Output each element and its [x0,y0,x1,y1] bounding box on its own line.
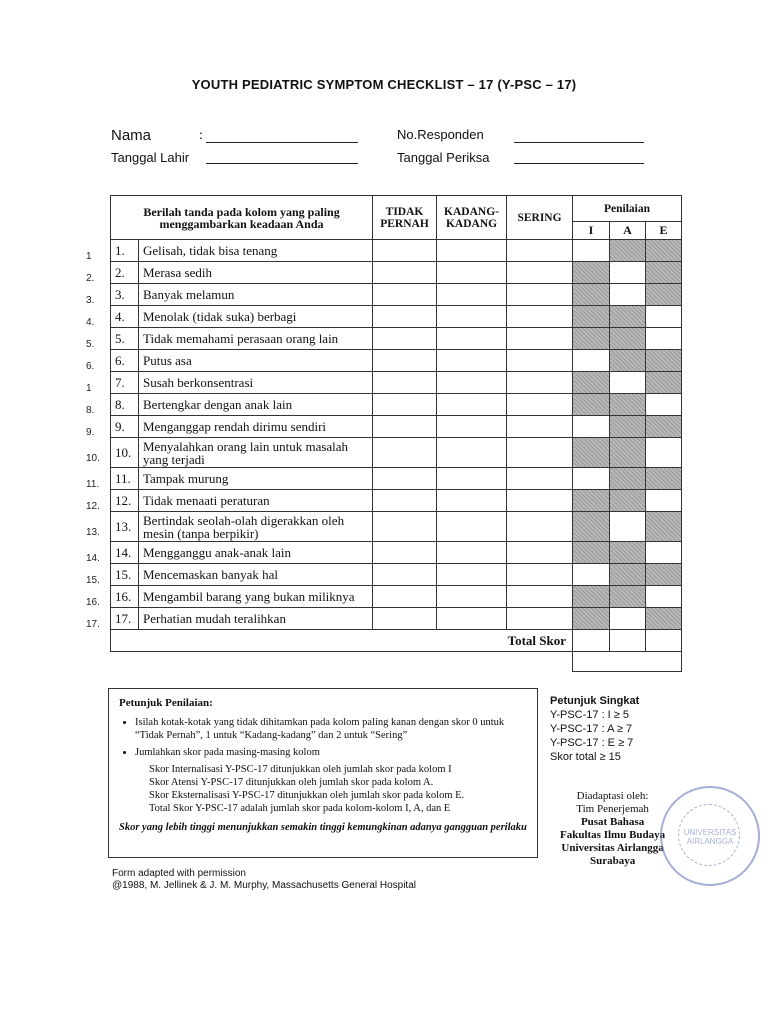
item-number: 4. [111,306,139,328]
col-e: E [646,222,682,240]
answer-sering-cell[interactable] [507,586,573,608]
answer-tidak-pernah-cell[interactable] [373,350,437,372]
singkat-line-1: Y-PSC-17 : I ≥ 5 [550,709,629,721]
table-row [111,328,682,350]
score-a-line: Skor Atensi Y-PSC-17 ditunjukkan oleh jumlah skor pada kolom A. [149,777,434,788]
singkat-line-4: Skor total ≥ 15 [550,751,621,763]
item-number: 15. [111,564,139,586]
left-margin-number: 9. [86,427,95,438]
col-kadang-kadang: KADANG-KADANG [437,196,507,240]
answer-kadang-kadang-cell[interactable] [437,350,507,372]
item-number: 8. [111,394,139,416]
credit-line-5: Universitas Airlangga [561,842,664,854]
score-i-cell[interactable] [573,240,610,262]
score-i-cell [573,328,610,350]
table-row [111,564,682,586]
score-total-line: Total Skor Y-PSC-17 adalah jumlah skor pada kolom-kolom I, A, dan E [149,803,451,814]
item-text: Gelisah, tidak bisa tenang [139,240,373,262]
item-text: Bertindak seolah-olah digerakkan oleh mesin (tanpa berpikir) [139,512,373,542]
item-number: 12. [111,490,139,512]
score-a-cell [610,240,646,262]
answer-sering-cell[interactable] [507,542,573,564]
answer-tidak-pernah-cell[interactable] [373,512,437,542]
table-row [111,438,682,468]
score-a-cell [610,468,646,490]
answer-kadang-kadang-cell[interactable] [437,608,507,630]
left-margin-number: 15. [86,575,100,586]
item-text: Tidak menaati peraturan [139,490,373,512]
answer-sering-cell[interactable] [507,240,573,262]
answer-sering-cell[interactable] [507,468,573,490]
answer-kadang-kadang-cell[interactable] [437,438,507,468]
table-row [111,284,682,306]
answer-kadang-kadang-cell[interactable] [437,328,507,350]
answer-sering-cell[interactable] [507,608,573,630]
answer-tidak-pernah-cell[interactable] [373,542,437,564]
item-number: 10. [111,438,139,468]
score-e-cell [646,468,682,490]
score-e-cell [646,564,682,586]
score-i-cell [573,490,610,512]
left-margin-number: 2. [86,273,95,284]
total-i-cell[interactable] [573,630,610,652]
item-number: 5. [111,328,139,350]
score-lines [149,763,527,815]
petunjuk-singkat [550,694,639,764]
left-margin-number: 16. [86,597,100,608]
petunjuk-list [119,716,527,815]
item-number: 1. [111,240,139,262]
petunjuk-bullet-2-text: Jumlahkan skor pada masing-masing kolom [135,747,320,758]
item-text: Tampak murung [139,468,373,490]
score-e-cell[interactable] [646,306,682,328]
left-margin-number: 14. [86,553,100,564]
petunjuk-penilaian-box [108,688,538,858]
answer-kadang-kadang-cell[interactable] [437,262,507,284]
score-a-cell [610,542,646,564]
document-title: YOUTH PEDIATRIC SYMPTOM CHECKLIST – 17 (Y-PSC – 17) [191,77,577,92]
score-i-cell [573,586,610,608]
answer-tidak-pernah-cell[interactable] [373,564,437,586]
score-i-cell [573,438,610,468]
petunjuk-bullet-2 [135,746,527,815]
answer-kadang-kadang-cell[interactable] [437,490,507,512]
score-a-cell [610,586,646,608]
item-number: 17. [111,608,139,630]
score-a-cell[interactable] [610,372,646,394]
score-a-cell[interactable] [610,262,646,284]
nama-label: Nama [111,127,152,144]
item-text: Perhatian mudah teralihkan [139,608,373,630]
table-row [111,372,682,394]
left-margin-number: 3. [86,295,95,306]
item-text: Banyak melamun [139,284,373,306]
table-row [111,468,682,490]
score-e-cell [646,284,682,306]
answer-kadang-kadang-cell[interactable] [437,542,507,564]
credit-line-1: Diadaptasi oleh: [576,790,649,802]
score-a-cell [610,490,646,512]
answer-sering-cell[interactable] [507,284,573,306]
university-stamp [660,786,760,886]
score-i-cell [573,512,610,542]
item-text: Bertengkar dengan anak lain [139,394,373,416]
left-margin-number: 13. [86,527,100,538]
score-e-cell [646,262,682,284]
answer-tidak-pernah-cell[interactable] [373,608,437,630]
item-text: Putus asa [139,350,373,372]
footer-line-2: @1988, M. Jellinek & J. M. Murphy, Massachusetts General Hospital [112,880,416,891]
answer-kadang-kadang-cell[interactable] [437,416,507,438]
table-row [111,608,682,630]
score-e-cell [646,608,682,630]
answer-kadang-kadang-cell[interactable] [437,284,507,306]
credit-line-3: Pusat Bahasa [580,816,645,828]
score-e-cell [646,512,682,542]
left-margin-number: 10. [86,453,100,464]
score-a-cell [610,438,646,468]
answer-sering-cell[interactable] [507,372,573,394]
score-e-cell[interactable] [646,328,682,350]
answer-tidak-pernah-cell[interactable] [373,490,437,512]
left-margin-number: 1 [86,251,92,262]
answer-kadang-kadang-cell[interactable] [437,512,507,542]
left-margin-number: 4. [86,317,95,328]
score-a-cell [610,350,646,372]
score-a-cell [610,328,646,350]
answer-sering-cell[interactable] [507,350,573,372]
answer-tidak-pernah-cell[interactable] [373,372,437,394]
left-margin-number: 5. [86,339,95,350]
table-row [111,262,682,284]
left-margin-number: 6. [86,361,95,372]
answer-tidak-pernah-cell[interactable] [373,306,437,328]
score-a-cell[interactable] [610,284,646,306]
item-number: 14. [111,542,139,564]
score-a-cell [610,306,646,328]
score-i-cell [573,608,610,630]
instruction-header: Berilah tanda pada kolom yang paling menggambarkan keadaan Anda [111,196,373,240]
left-margin-number: 1 [86,383,92,394]
answer-tidak-pernah-cell[interactable] [373,438,437,468]
credit-line-4: Fakultas Ilmu Budaya [560,829,666,841]
item-text: Menyalahkan orang lain untuk masalah yang terjadi [139,438,373,468]
singkat-title: Petunjuk Singkat [550,695,640,707]
no-responden-field[interactable] [514,142,644,143]
score-i-cell[interactable] [573,468,610,490]
item-number: 11. [111,468,139,490]
left-margin-number: 12. [86,501,100,512]
spacer-cell [111,652,573,672]
score-i-cell [573,306,610,328]
table-row [111,306,682,328]
answer-sering-cell[interactable] [507,490,573,512]
answer-tidak-pernah-cell[interactable] [373,586,437,608]
tanggal-lahir-label: Tanggal Lahir [111,150,190,165]
left-margin-number: 8. [86,405,95,416]
tanggal-periksa-field[interactable] [514,163,644,164]
score-i-cell [573,262,610,284]
item-number: 16. [111,586,139,608]
score-e-cell [646,240,682,262]
answer-tidak-pernah-cell[interactable] [373,416,437,438]
table-row [111,490,682,512]
col-a: A [610,222,646,240]
item-text: Merasa sedih [139,262,373,284]
score-e-cell [646,416,682,438]
item-number: 2. [111,262,139,284]
item-text: Mengambil barang yang bukan miliknya [139,586,373,608]
no-responden-label: No.Responden [397,127,484,142]
answer-sering-cell[interactable] [507,512,573,542]
answer-tidak-pernah-cell[interactable] [373,262,437,284]
item-number: 6. [111,350,139,372]
answer-sering-cell[interactable] [507,328,573,350]
answer-sering-cell[interactable] [507,262,573,284]
singkat-line-2: Y-PSC-17 : A ≥ 7 [550,723,633,735]
adaptation-credit [560,790,665,868]
table-row [111,394,682,416]
answer-kadang-kadang-cell[interactable] [437,372,507,394]
answer-kadang-kadang-cell[interactable] [437,240,507,262]
score-e-line: Skor Eksternalisasi Y-PSC-17 ditunjukkan oleh jumlah skor pada kolom E. [149,790,465,801]
item-number: 13. [111,512,139,542]
item-number: 9. [111,416,139,438]
answer-kadang-kadang-cell[interactable] [437,394,507,416]
left-margin-number: 17. [86,619,100,630]
petunjuk-title: Petunjuk Penilaian: [119,697,213,709]
col-penilaian: Penilaian [573,196,682,222]
stamp-text: UNIVERSITAS AIRLANGGA [683,828,737,846]
credit-line-6: Surabaya [589,855,636,867]
table-row [111,542,682,564]
table-row [111,240,682,262]
tanggal-periksa-label: Tanggal Periksa [397,150,490,165]
score-i-cell[interactable] [573,564,610,586]
score-e-cell[interactable] [646,438,682,468]
score-i-cell[interactable] [573,350,610,372]
total-a-cell[interactable] [610,630,646,652]
petunjuk-note: Skor yang lebih tinggi menunjukkan semakin tinggi kemungkinan adanya gangguan perilaku [119,822,527,833]
answer-sering-cell[interactable] [507,438,573,468]
answer-sering-cell[interactable] [507,394,573,416]
score-a-cell [610,394,646,416]
nama-colon: : [199,128,203,143]
score-a-cell [610,416,646,438]
total-skor-label: Total Skor [111,630,573,652]
answer-sering-cell[interactable] [507,416,573,438]
score-e-cell [646,372,682,394]
answer-tidak-pernah-cell[interactable] [373,284,437,306]
symptom-checklist-table [110,195,682,672]
item-number: 7. [111,372,139,394]
score-a-cell [610,564,646,586]
nama-field[interactable] [206,142,358,143]
table-row [111,350,682,372]
answer-sering-cell[interactable] [507,306,573,328]
total-e-cell[interactable] [646,630,682,652]
answer-kadang-kadang-cell[interactable] [437,306,507,328]
item-text: Tidak memahami perasaan orang lain [139,328,373,350]
answer-tidak-pernah-cell[interactable] [373,394,437,416]
score-e-cell[interactable] [646,542,682,564]
score-i-cell [573,372,610,394]
answer-kadang-kadang-cell[interactable] [437,468,507,490]
item-text: Susah berkonsentrasi [139,372,373,394]
score-e-cell[interactable] [646,586,682,608]
table-row [111,586,682,608]
answer-kadang-kadang-cell[interactable] [437,564,507,586]
grand-total-cell[interactable] [573,652,682,672]
tanggal-lahir-field[interactable] [206,163,358,164]
footer-line-1: Form adapted with permission [112,868,246,879]
score-a-cell[interactable] [610,512,646,542]
col-i: I [573,222,610,240]
score-i-line: Skor Internalisasi Y-PSC-17 ditunjukkan oleh jumlah skor pada kolom I [149,764,452,775]
item-text: Menganggap rendah dirimu sendiri [139,416,373,438]
item-number: 3. [111,284,139,306]
left-margin-number: 11. [86,479,100,490]
answer-tidak-pernah-cell[interactable] [373,328,437,350]
score-e-cell [646,350,682,372]
item-text: Mengganggu anak-anak lain [139,542,373,564]
petunjuk-bullet-1: • Isilah kotak-kotak yang tidak dihitamkan pada kolom paling kanan dengan skor 0 untuk “Tidak Pernah”, 1 untuk “Kadang-kadang” dan 2 untuk “Sering” [135,716,527,742]
score-i-cell [573,394,610,416]
table-row [111,512,682,542]
footer [112,868,416,892]
answer-sering-cell[interactable] [507,564,573,586]
answer-kadang-kadang-cell[interactable] [437,586,507,608]
item-text: Mencemaskan banyak hal [139,564,373,586]
col-tidak-pernah: TIDAK PERNAH [373,196,437,240]
score-i-cell [573,542,610,564]
score-e-cell[interactable] [646,490,682,512]
item-text: Menolak (tidak suka) berbagi [139,306,373,328]
col-sering: SERING [507,196,573,240]
score-a-cell[interactable] [610,608,646,630]
credit-line-2: Tim Penerjemah [576,803,649,815]
score-e-cell[interactable] [646,394,682,416]
score-i-cell [573,284,610,306]
table-row [111,416,682,438]
answer-tidak-pernah-cell[interactable] [373,240,437,262]
score-i-cell[interactable] [573,416,610,438]
singkat-line-3: Y-PSC-17 : E ≥ 7 [550,737,634,749]
answer-tidak-pernah-cell[interactable] [373,468,437,490]
